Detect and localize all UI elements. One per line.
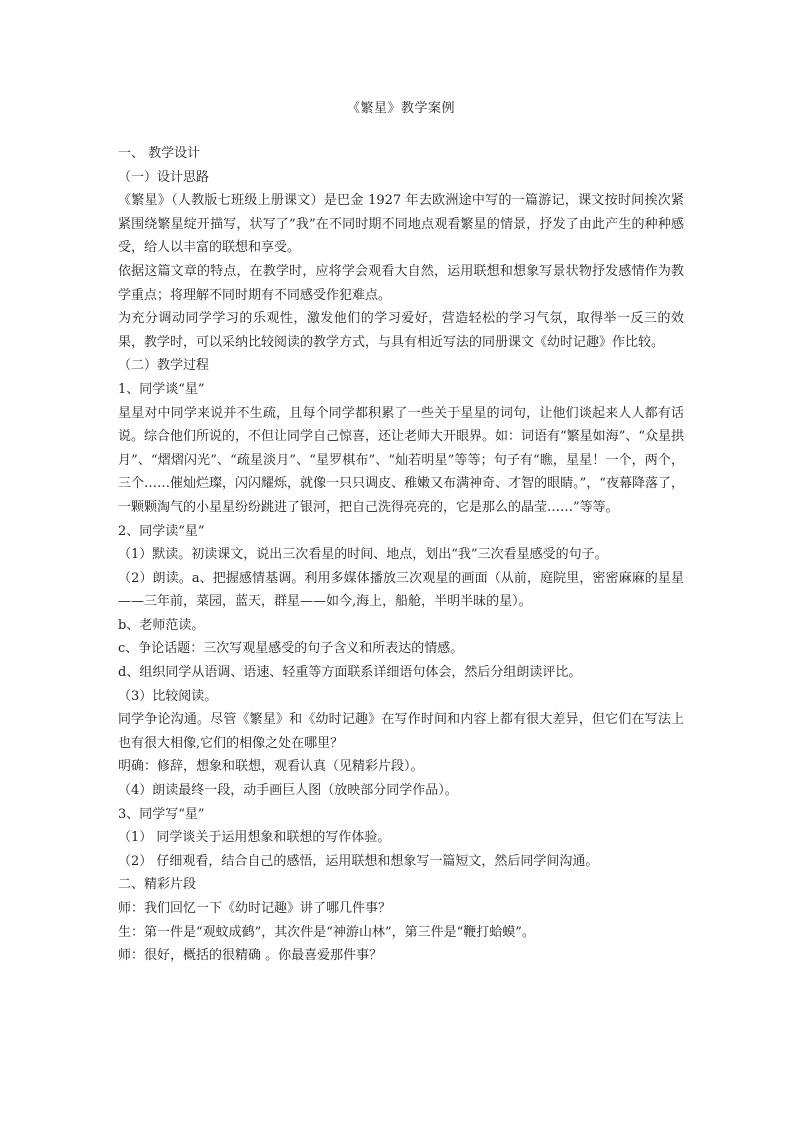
step-heading: 2、同学读“星” bbox=[118, 523, 205, 539]
paragraph: 《繁星》（人教版七班级上册课文）是巴金 1927 年去欧洲途中写的一篇游记，课文按时间挨次紧紧围绕繁星绽开描写，状写了“我”在不同时期不同地点观看繁星的情景，抒发了由此产生的种种感受，给人以丰富的联想和享受。 bbox=[118, 193, 684, 256]
list-item: c、争论话题：三次写观星感受的句子含义和所表达的情感。 bbox=[118, 641, 464, 657]
paragraph: 星星对中同学来说并不生疏，且每个同学都积累了一些关于星星的词句，让他们谈起来人人都有话说。综合他们所说的，不但让同学自己惊喜，还让老师大开眼界。如：词语有“繁星如海”、“众星拱月”、“熠熠闪光”、“疏星淡月”、“星罗棋布”、“灿若明星”等等；句子有“瞧，星星！一个，两个，三个……催灿烂璨，闪闪耀烁，就像一只只调皮、稚嫩又布满神奇、才智的眼睛。”，“夜幕降落了，一颗颗淘气的小星星纷纷跳进了银河，把自己洗得亮亮的，它是那么的晶莹……”等等。 bbox=[118, 405, 684, 515]
subsection-heading: （二）教学过程 bbox=[118, 358, 210, 374]
paragraph: 同学争论沟通。尽管《繁星》和《幼时记趣》在写作时间和内容上都有很大差异，但它们在写法上也有很大相像,它们的相像之处在哪里？ bbox=[118, 712, 684, 751]
list-item: （1） 同学谈关于运用想象和联想的写作体验。 bbox=[118, 830, 391, 846]
list-item: （4）朗读最终一段，动手画巨人图（放映部分同学作品）。 bbox=[118, 783, 458, 799]
step-heading: 3、同学写“星” bbox=[118, 806, 205, 822]
paragraph: 为充分调动同学学习的乐观性，激发他们的学习爱好，营造轻松的学习气氛，取得举一反三的效果，教学时，可以采纳比较阅读的教学方式，与具有相近写法的同册课文《幼时记趣》作比较。 bbox=[118, 311, 684, 350]
list-item: （1）默读。初读课文，说出三次看星的时间、地点，划出“我”三次看星感受的句子。 bbox=[118, 547, 608, 563]
list-item: （2） 仔细观看，结合自己的感悟，运用联想和想象写一篇短文，然后同学间沟通。 bbox=[118, 853, 599, 869]
list-item: b、老师范读。 bbox=[118, 617, 205, 633]
dialogue-line: 师：很好，概括的很精确 。你最喜爱那件事？ bbox=[118, 948, 383, 964]
document-page bbox=[118, 98, 684, 968]
list-item: （3）比较阅读。 bbox=[118, 688, 218, 704]
section-heading: 一、 教学设计 bbox=[118, 146, 201, 161]
paragraph: 依据这篇文章的特点，在教学时，应将学会观看大自然，运用联想和想象写景状物抒发感情作为教学重点；将理解不同时期有不同感受作犯难点。 bbox=[118, 263, 684, 303]
list-item: d、组织同学从语调、语速、轻重等方面联系详细语句体会，然后分组朗读评比。 bbox=[118, 665, 582, 681]
paragraph: 明确：修辞，想象和联想，观看认真（见精彩片段）。 bbox=[118, 759, 424, 775]
step-heading: 1、同学谈“星” bbox=[118, 381, 205, 397]
document-title: 《繁星》教学案例 bbox=[346, 101, 455, 116]
dialogue-line: 师：我们回忆一下《幼时记趣》讲了哪几件事？ bbox=[118, 901, 392, 916]
dialogue-line: 生：第一件是“观蚊成鹤”，其次件是“神游山林”，第三件是“鞭打蛤蟆”。 bbox=[118, 924, 535, 940]
subsection-heading: （一）设计思路 bbox=[118, 169, 210, 185]
list-item: （2）朗读。a、把握感情基调。利用多媒体播放三次观星的画面（从前，庭院里，密密麻麻的星星——三年前，菜园，蓝天，群星——如今,海上，船舱，半明半昧的星）。 bbox=[118, 570, 684, 610]
section-heading: 二、精彩片段 bbox=[118, 877, 197, 893]
